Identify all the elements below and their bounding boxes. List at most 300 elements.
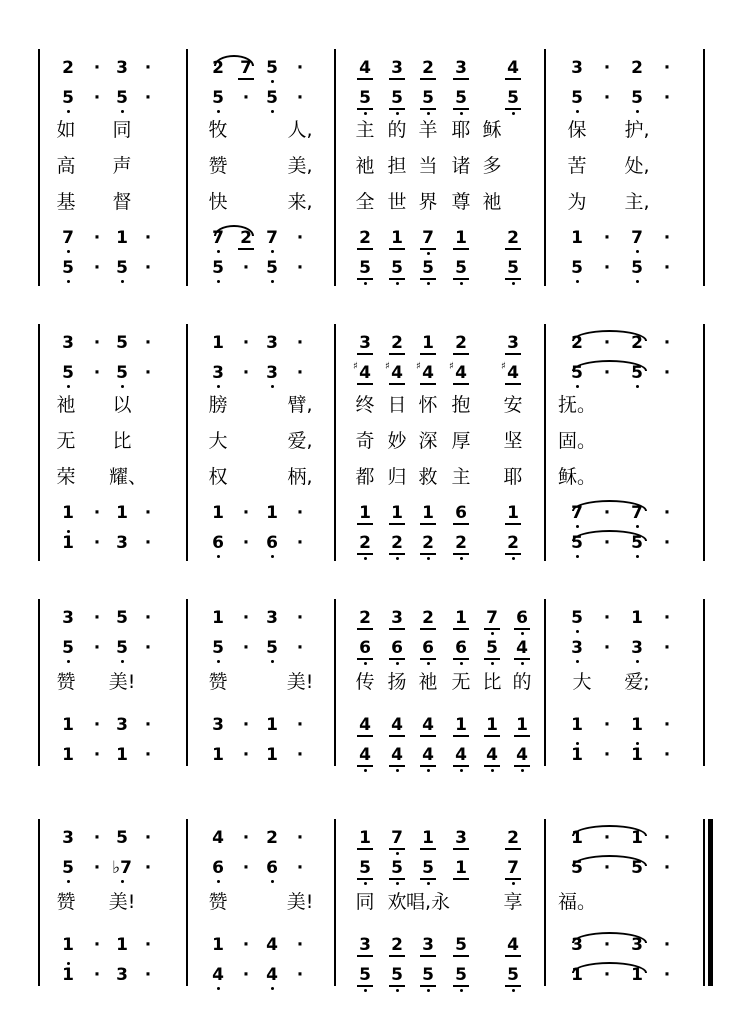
eighth-underline [357,985,373,987]
eighth-underline [505,955,521,957]
duration-dot: · [296,258,304,278]
eighth-underline [453,628,469,630]
note: 2 [359,533,371,553]
low-octave-dot [121,385,124,388]
note: 5 [359,858,371,878]
sharp-icon: ♯ [353,361,358,372]
lyric-syllable: 护, [624,119,650,141]
duration-dot: · [144,608,152,628]
note: 6 [455,503,467,523]
voice-row [0,633,740,663]
duration-dot: · [242,638,250,658]
voice-row [0,83,740,113]
eighth-underline [357,848,373,850]
note: 5 [507,965,519,985]
duration-dot: · [242,935,250,955]
eighth-underline [505,848,521,850]
eighth-underline [357,735,373,737]
note: 1 [486,715,498,735]
note: 2 [455,333,467,353]
note: 3 [62,333,74,353]
note: 4 [359,58,371,78]
low-octave-dot [491,662,494,665]
note: 3 [116,965,128,985]
note: 5 [571,363,583,383]
note: 1 [571,715,583,735]
low-octave-dot [217,110,220,113]
note: 4 [359,363,371,383]
score-system [0,320,740,565]
eighth-underline [420,248,436,250]
lyric-syllable: 赞 [56,671,76,693]
duration-dot: · [663,88,671,108]
note: 4 [391,745,403,765]
low-octave-dot [460,662,463,665]
note: 5 [212,258,224,278]
lyric-syllable: 世 [387,191,407,213]
low-octave-dot [67,660,70,663]
note: 5 [266,258,278,278]
note: 5 [571,608,583,628]
note: 5 [116,828,128,848]
note: 2 [507,533,519,553]
note: 6 [455,638,467,658]
lyric-syllable: 大 [208,430,228,452]
note: 3 [631,638,643,658]
lyric-syllable: 怀 [418,394,438,416]
lyric-syllable: 同 [355,891,375,913]
note: 5 [486,638,498,658]
duration-dot: · [603,638,611,658]
note: 5 [116,638,128,658]
note: 5 [391,965,403,985]
duration-dot: · [603,745,611,765]
duration-dot: · [603,858,611,878]
eighth-underline [453,955,469,957]
note: 7 [391,828,403,848]
duration-dot: · [296,533,304,553]
note: 4 [359,745,371,765]
note: 5 [116,258,128,278]
note: 5 [631,858,643,878]
eighth-underline [357,353,373,355]
lyric-syllable: 深 [418,430,438,452]
duration-dot: · [663,333,671,353]
voice-row [0,53,740,83]
lyric-syllable: 祂 [355,155,375,177]
low-octave-dot [427,769,430,772]
lyric-syllable: 多 [482,155,502,177]
lyric-syllable: 如 [56,119,76,141]
lyric-syllable: 唱,永 [405,891,451,913]
low-octave-dot [121,110,124,113]
eighth-underline [420,628,436,630]
duration-dot: · [296,715,304,735]
low-octave-dot [512,282,515,285]
duration-dot: · [296,935,304,955]
note: 3 [212,715,224,735]
low-octave-dot [576,280,579,283]
note: 7 [631,503,643,523]
duration-dot: · [663,58,671,78]
low-octave-dot [217,880,220,883]
low-octave-dot [427,989,430,992]
voice-row [0,740,740,770]
low-octave-dot [396,282,399,285]
lyric-syllable: 保 [567,119,587,141]
note: 5 [422,88,434,108]
low-octave-dot [576,385,579,388]
note: 1 [62,503,74,523]
duration-dot: · [663,858,671,878]
duration-dot: · [93,828,101,848]
note: 1 [116,935,128,955]
note: 1 [422,503,434,523]
note: 1 [422,333,434,353]
eighth-underline [389,658,405,660]
duration-dot: · [663,828,671,848]
note: 6 [266,533,278,553]
eighth-underline [389,735,405,737]
note: 1 [571,745,583,765]
lyric-syllable: 都 [355,466,375,488]
duration-dot: · [296,503,304,523]
duration-dot: · [242,965,250,985]
lyric-syllable: 赞 [208,671,228,693]
lyric-syllable: 安 [503,394,523,416]
duration-dot: · [93,858,101,878]
lyric-syllable: 美! [286,891,314,913]
low-octave-dot [521,662,524,665]
note: 5 [359,258,371,278]
eighth-underline [238,78,254,80]
lyric-syllable: 牧 [208,119,228,141]
low-octave-dot [636,385,639,388]
note: 1 [455,608,467,628]
note: 5 [62,638,74,658]
note: 7 [266,228,278,248]
note: 1 [422,828,434,848]
note: 3 [571,935,583,955]
score-system [0,45,740,290]
note: 5 [359,965,371,985]
note: 3 [116,58,128,78]
note: 3 [359,935,371,955]
note: 4 [507,935,519,955]
note: 5 [507,258,519,278]
note: 6 [266,858,278,878]
lyric-syllable: 扬 [387,671,407,693]
note: 5 [571,533,583,553]
note: 7 [422,228,434,248]
lyric-syllable: 美! [108,891,136,913]
note: 5 [631,258,643,278]
eighth-underline [420,108,436,110]
duration-dot: · [242,88,250,108]
duration-dot: · [663,965,671,985]
note: 1 [391,228,403,248]
low-octave-dot [460,557,463,560]
eighth-underline [420,765,436,767]
note: 3 [631,935,643,955]
lyric-syllable: 为 [567,191,587,213]
low-octave-dot [364,769,367,772]
note: 5 [62,858,74,878]
note: 2 [212,58,224,78]
duration-dot: · [144,858,152,878]
note: 4 [266,935,278,955]
duration-dot: · [296,228,304,248]
note: 5 [391,88,403,108]
note: 1 [266,503,278,523]
lyric-syllable: 同 [112,119,132,141]
low-octave-dot [121,280,124,283]
eighth-underline [357,553,373,555]
note: 3 [571,638,583,658]
eighth-underline [484,765,500,767]
eighth-underline [453,523,469,525]
lyric-syllable: 的 [512,671,532,693]
duration-dot: · [242,333,250,353]
note: 5 [62,258,74,278]
lyric-syllable: 主, [624,191,650,213]
note: 5 [571,258,583,278]
score-system [0,815,740,990]
duration-dot: · [242,258,250,278]
lyric-syllable: 赞 [208,155,228,177]
eighth-underline [453,658,469,660]
eighth-underline [514,735,530,737]
low-octave-dot [364,662,367,665]
low-octave-dot [460,989,463,992]
eighth-underline [389,78,405,80]
note: 1 [455,228,467,248]
eighth-underline [420,878,436,880]
lyric-syllable: 赞 [56,891,76,913]
note: 2 [422,533,434,553]
note: 5 [62,363,74,383]
duration-dot: · [144,503,152,523]
eighth-underline [420,383,436,385]
low-octave-dot [576,110,579,113]
low-octave-dot [67,880,70,883]
lyric-syllable: 比 [112,430,132,452]
duration-dot: · [242,828,250,848]
note: 1 [391,503,403,523]
eighth-underline [357,248,373,250]
note: 1 [116,745,128,765]
note: 6 [422,638,434,658]
note: 4 [455,745,467,765]
note: 5 [266,638,278,658]
duration-dot: · [663,608,671,628]
note: 1 [212,745,224,765]
note: 3 [507,333,519,353]
lyric-syllable: 耀、 [108,466,148,488]
note: 3 [422,935,434,955]
duration-dot: · [603,715,611,735]
note: 1 [62,745,74,765]
eighth-underline [357,878,373,880]
low-octave-dot [427,557,430,560]
lyric-syllable: 担 [387,155,407,177]
duration-dot: · [603,58,611,78]
lyric-syllable: 苦 [567,155,587,177]
lyric-syllable: 祂 [482,191,502,213]
eighth-underline [389,955,405,957]
duration-dot: · [663,715,671,735]
note: 5 [422,258,434,278]
eighth-underline [389,985,405,987]
note: 4 [266,965,278,985]
low-octave-dot [460,769,463,772]
low-octave-dot [217,280,220,283]
lyric-syllable: 人, [287,119,313,141]
duration-dot: · [93,715,101,735]
eighth-underline [420,78,436,80]
duration-dot: · [93,608,101,628]
note: 3 [116,715,128,735]
lyric-syllable: 享 [503,891,523,913]
duration-dot: · [242,608,250,628]
eighth-underline [505,383,521,385]
lyric-syllable: 权 [208,466,228,488]
voice-row [0,603,740,633]
low-octave-dot [636,280,639,283]
note: 3 [455,58,467,78]
score-system [0,595,740,770]
low-octave-dot [521,769,524,772]
duration-dot: · [93,935,101,955]
note: 1 [631,965,643,985]
duration-dot: · [242,715,250,735]
sharp-icon: ♯ [416,361,421,372]
note: 1 [631,608,643,628]
voice-row [0,223,740,253]
note: 2 [571,333,583,353]
low-octave-dot [121,660,124,663]
note: 3 [116,533,128,553]
note: 4 [422,745,434,765]
note: 4 [507,58,519,78]
duration-dot: · [93,228,101,248]
low-octave-dot [396,557,399,560]
eighth-underline [357,628,373,630]
eighth-underline [420,735,436,737]
eighth-underline [389,278,405,280]
lyric-syllable: 抱 [451,394,471,416]
note: 3 [62,828,74,848]
note: 1 [212,608,224,628]
duration-dot: · [663,503,671,523]
eighth-underline [420,523,436,525]
note: 5 [359,88,371,108]
eighth-underline [357,955,373,957]
note: 5 [391,258,403,278]
duration-dot: · [144,228,152,248]
duration-dot: · [663,533,671,553]
duration-dot: · [603,258,611,278]
low-octave-dot [271,880,274,883]
low-octave-dot [636,110,639,113]
lyric-syllable: 稣 [482,119,502,141]
low-octave-dot [576,660,579,663]
eighth-underline [420,848,436,850]
note: 7 [212,228,224,248]
note: 3 [266,333,278,353]
sharp-icon: ♯ [449,361,454,372]
note: 1 [455,715,467,735]
high-octave-dot [636,742,639,745]
duration-dot: · [144,88,152,108]
duration-dot: · [93,965,101,985]
duration-dot: · [144,363,152,383]
note: 1 [631,828,643,848]
duration-dot: · [242,503,250,523]
note: 5 [116,608,128,628]
note: 1 [266,745,278,765]
note: ♭7 [112,858,132,878]
note: 3 [266,608,278,628]
note: 4 [455,363,467,383]
duration-dot: · [663,363,671,383]
lyric-syllable: 坚 [503,430,523,452]
duration-dot: · [93,58,101,78]
duration-dot: · [93,333,101,353]
low-octave-dot [364,282,367,285]
lyric-syllable: 日 [387,394,407,416]
note: 1 [212,503,224,523]
eighth-underline [357,658,373,660]
lyric-syllable: 归 [387,466,407,488]
eighth-underline [420,553,436,555]
eighth-underline [514,628,530,630]
note: 2 [507,828,519,848]
eighth-underline [514,658,530,660]
duration-dot: · [93,363,101,383]
low-octave-dot [396,882,399,885]
note: 6 [516,608,528,628]
note: 1 [212,333,224,353]
eighth-underline [420,278,436,280]
duration-dot: · [603,533,611,553]
note: 1 [62,533,74,553]
duration-dot: · [603,88,611,108]
low-octave-dot [271,987,274,990]
eighth-underline [389,628,405,630]
duration-dot: · [663,745,671,765]
note: 3 [391,608,403,628]
duration-dot: · [144,58,152,78]
eighth-underline [505,278,521,280]
low-octave-dot [271,555,274,558]
eighth-underline [420,658,436,660]
note: 4 [516,638,528,658]
note: 1 [631,745,643,765]
lyric-syllable: 当 [418,155,438,177]
duration-dot: · [144,965,152,985]
voice-row [0,710,740,740]
lyric-syllable: 祂 [56,394,76,416]
note: 3 [62,608,74,628]
lyric-syllable: 爱; [624,671,650,693]
note: 1 [631,715,643,735]
lyric-syllable: 以 [112,394,132,416]
lyric-syllable: 尊 [451,191,471,213]
note: 4 [422,363,434,383]
low-octave-dot [636,660,639,663]
eighth-underline [389,553,405,555]
